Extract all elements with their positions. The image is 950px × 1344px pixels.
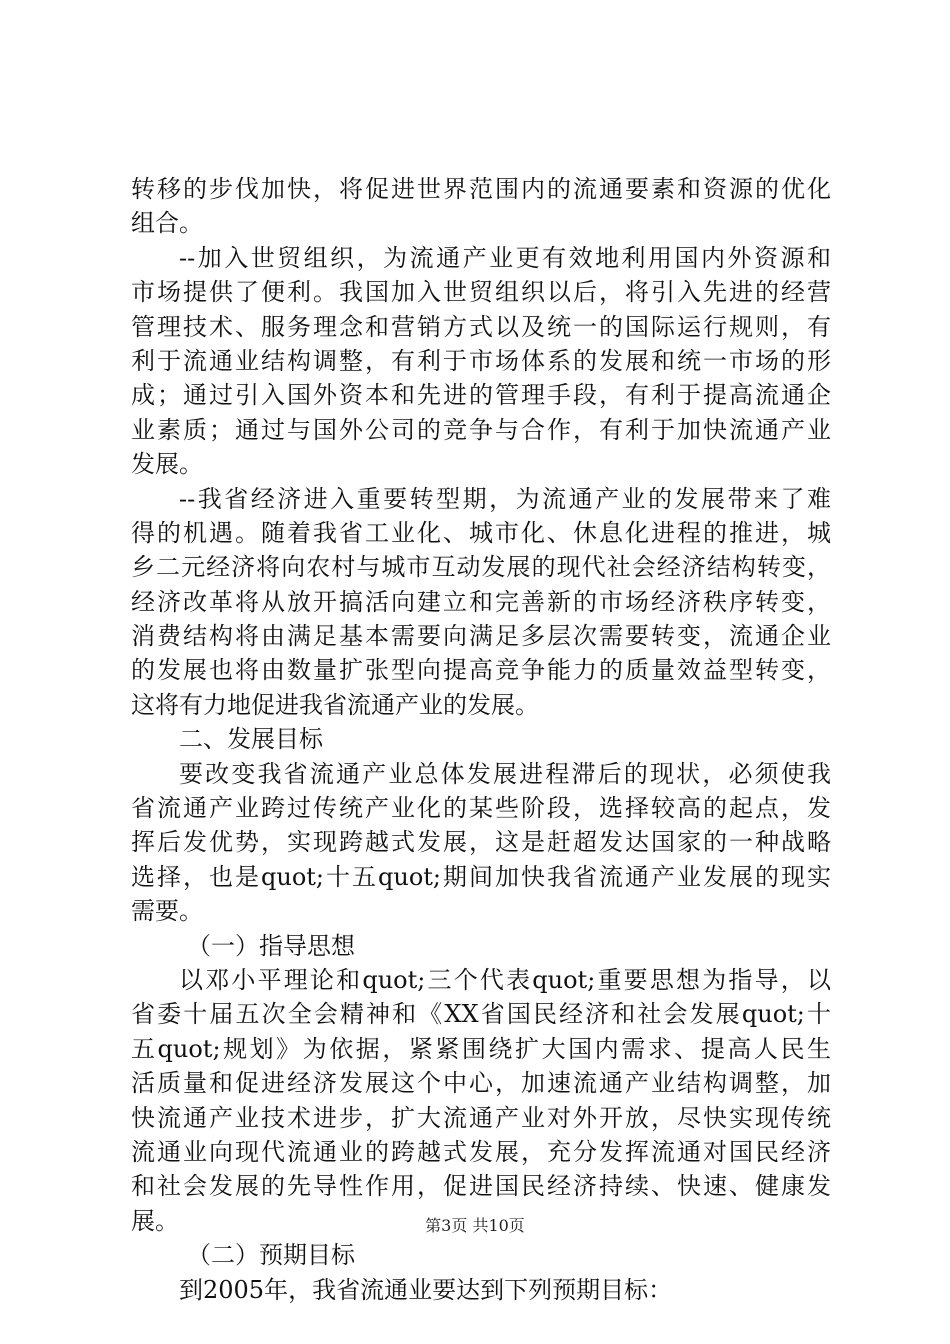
text-line: 省委十届五次全会精神和《XX省国民经济和社会发展quot;十 (131, 1000, 831, 1029)
text-line: --我省经济进入重要转型期，为流通产业的发展带来了难 (179, 484, 831, 513)
text-line: 五quot;规划》为依据，紧紧围绕扩大国内需求、提高人民生 (131, 1034, 831, 1063)
text-line: 消费结构将由满足基本需要向满足多层次需要转变，流通企业 (131, 622, 831, 651)
text-line: 展。 (131, 1206, 179, 1235)
text-line: 转移的步伐加快，将促进世界范围内的流通要素和资源的优化 (131, 175, 831, 203)
text-line: 挥后发优势，实现跨越式发展，这是赶超发达国家的一种战略 (131, 828, 831, 857)
section-heading: 二、发展目标 (179, 725, 323, 754)
text-line: 选择，也是quot;十五quot;期间加快我省流通产业发展的现实 (131, 862, 831, 891)
text-line: 管理技术、服务理念和营销方式以及统一的国际运行规则，有 (131, 312, 831, 341)
text-line: 活质量和促进经济发展这个中心，加速流通产业结构调整，加 (131, 1069, 831, 1098)
subsection-heading: （二）预期目标 (187, 1241, 355, 1270)
text-line: 和社会发展的先导性作用，促进国民经济持续、快速、健康发 (131, 1172, 831, 1201)
text-line: 组合。 (131, 209, 203, 238)
page-footer: 第3页 共10页 (425, 1216, 525, 1235)
text-line: --加入世贸组织，为流通产业更有效地利用国内外资源和 (179, 243, 831, 272)
text-line: 市场提供了便利。我国加入世贸组织以后，将引入先进的经营 (131, 278, 831, 307)
text-line: 以邓小平理论和quot;三个代表quot;重要思想为指导，以 (179, 965, 831, 994)
text-line: 乡二元经济将向农村与城市互动发展的现代社会经济结构转变， (131, 553, 831, 582)
text-line: 到2005年，我省流通业要达到下列预期目标： (179, 1275, 673, 1304)
text-line: 业素质；通过与国外公司的竞争与合作，有利于加快流通产业 (131, 415, 831, 444)
text-line: 成；通过引入国外资本和先进的管理手段，有利于提高流通企 (131, 381, 831, 410)
text-line: 的发展也将由数量扩张型向提高竞争能力的质量效益型转变， (131, 656, 831, 685)
subsection-heading: （一）指导思想 (187, 931, 355, 960)
text-line: 这将有力地促进我省流通产业的发展。 (131, 690, 539, 719)
text-line: 经济改革将从放开搞活向建立和完善新的市场经济秩序转变， (131, 587, 831, 616)
document-body (131, 172, 831, 1307)
text-line: 快流通产业技术进步，扩大流通产业对外开放，尽快实现传统 (131, 1103, 831, 1132)
text-line: 要改变我省流通产业总体发展进程滞后的现状，必须使我 (179, 759, 831, 788)
text-line: 得的机遇。随着我省工业化、城市化、休息化进程的推进，城 (131, 518, 831, 547)
text-line: 流通业向现代流通业的跨越式发展，充分发挥流通对国民经济 (131, 1137, 831, 1166)
text-line: 利于流通业结构调整，有利于市场体系的发展和统一市场的形 (131, 346, 831, 375)
text-line: 省流通产业跨过传统产业化的某些阶段，选择较高的起点，发 (131, 794, 831, 823)
text-line: 需要。 (131, 897, 203, 926)
text-line: 发展。 (131, 450, 203, 479)
